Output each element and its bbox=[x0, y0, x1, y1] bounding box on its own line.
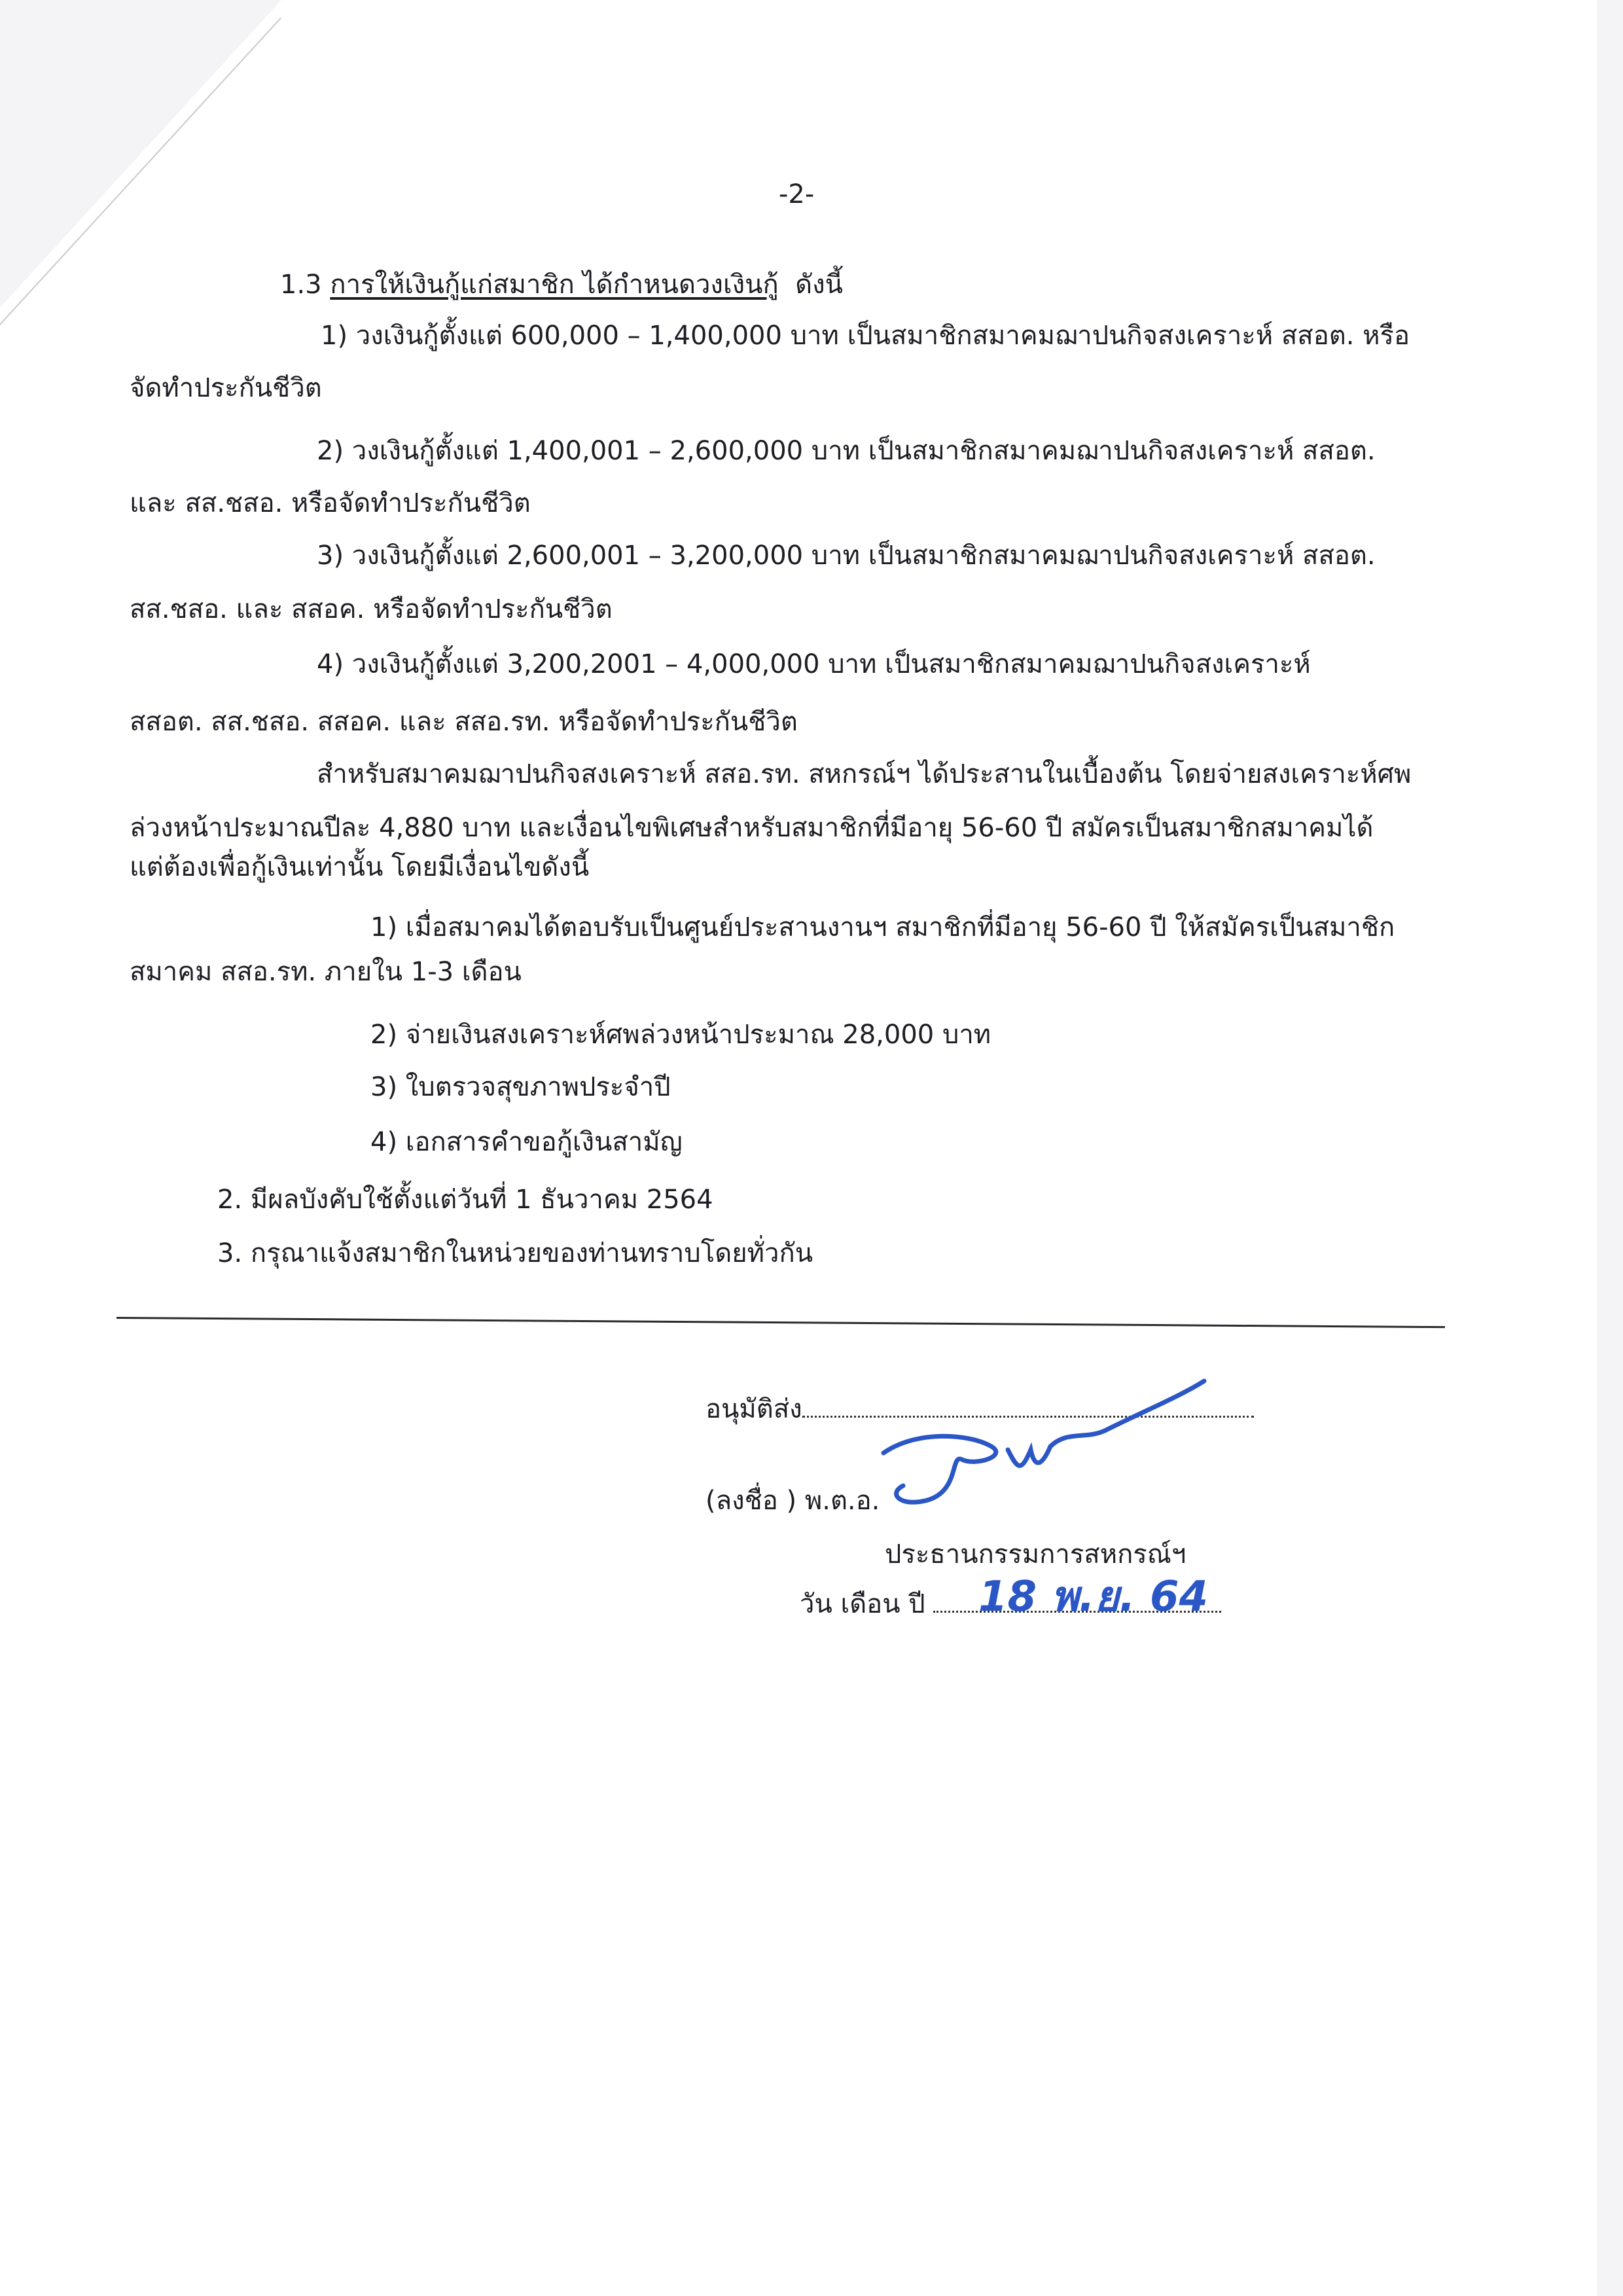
loan-tier-3-cont: สส.ชสอ. และ สสอค. หรือจัดทำประกันชีวิต bbox=[130, 594, 613, 624]
item-notify-members: 3. กรุณาแจ้งสมาชิกในหน่วยของท่านทราบโดยทั่วกัน bbox=[217, 1238, 813, 1268]
note-line-1: สำหรับสมาคมฌาปนกิจสงเคราะห์ สสอ.รท. สหกรณ์ฯ ได้ประสานในเบื้องต้น โดยจ่ายสงเคราะห์ศพ bbox=[317, 759, 1412, 789]
page-number: -2- bbox=[779, 179, 815, 209]
loan-tier-1-cont: จัดทำประกันชีวิต bbox=[130, 373, 322, 403]
section-number: 1.3 bbox=[280, 270, 322, 300]
signer-title: ประธานกรรมการสหกรณ์ฯ bbox=[885, 1539, 1186, 1570]
handwritten-date: 18 พ.ย. 64 bbox=[978, 1573, 1208, 1621]
loan-tier-2-cont: และ สส.ชสอ. หรือจัดทำประกันชีวิต bbox=[130, 488, 531, 518]
folded-corner bbox=[0, 0, 281, 308]
loan-tier-2: 2) วงเงินกู้ตั้งแต่ 1,400,001 – 2,600,000 บาท เป็นสมาชิกสมาคมฌาปนกิจสงเคราะห์ สสอต. bbox=[317, 436, 1376, 466]
approve-label: อนุมัติส่ง bbox=[705, 1394, 802, 1424]
loan-tier-4: 4) วงเงินกู้ตั้งแต่ 3,200,2001 – 4,000,000 บาท เป็นสมาชิกสมาคมฌาปนกิจสงเคราะห์ bbox=[317, 649, 1311, 679]
loan-tier-1: 1) วงเงินกู้ตั้งแต่ 600,000 – 1,400,000 บาท เป็นสมาชิกสมาคมฌาปนกิจสงเคราะห์ สสอต. หรือ bbox=[321, 321, 1410, 351]
condition-1: 1) เมื่อสมาคมได้ตอบรับเป็นศูนย์ประสานงานฯ สมาชิกที่มีอายุ 56-60 ปี ให้สมัครเป็นสมาชิก bbox=[370, 912, 1395, 942]
section-title: การให้เงินกู้แก่สมาชิก ได้กำหนดวงเงินกู้ bbox=[330, 270, 779, 300]
loan-tier-3: 3) วงเงินกู้ตั้งแต่ 2,600,001 – 3,200,000 บาท เป็นสมาชิกสมาคมฌาปนกิจสงเคราะห์ สสอต. bbox=[317, 541, 1376, 571]
condition-2: 2) จ่ายเงินสงเคราะห์ศพล่วงหน้าประมาณ 28,000 บาท bbox=[370, 1020, 991, 1050]
condition-1-cont: สมาคม สสอ.รท. ภายใน 1-3 เดือน bbox=[130, 957, 522, 987]
note-line-3: แต่ต้องเพื่อกู้เงินเท่านั้น โดยมีเงื่อนไขดังนี้ bbox=[130, 852, 590, 882]
date-label: วัน เดือน ปี bbox=[800, 1589, 925, 1619]
section-title-suffix: ดังนี้ bbox=[795, 270, 844, 300]
note-line-2: ล่วงหน้าประมาณปีละ 4,880 บาท และเงื่อนไขพิเศษสำหรับสมาชิกที่มีอายุ 56-60 ปี สมัครเป็นสมาชิกสมาคมได้ bbox=[130, 813, 1374, 843]
signed-label: (ลงชื่อ ) พ.ต.อ. bbox=[705, 1486, 880, 1516]
section-heading bbox=[280, 268, 843, 301]
item-effective-date: 2. มีผลบังคับใช้ตั้งแต่วันที่ 1 ธันวาคม 2564 bbox=[217, 1185, 713, 1215]
condition-3: 3) ใบตรวจสุขภาพประจำปี bbox=[370, 1072, 671, 1102]
signature bbox=[877, 1368, 1217, 1512]
loan-tier-4-cont: สสอต. สส.ชสอ. สสอค. และ สสอ.รท. หรือจัดทำประกันชีวิต bbox=[130, 707, 798, 737]
condition-4: 4) เอกสารคำขอกู้เงินสามัญ bbox=[370, 1127, 683, 1157]
